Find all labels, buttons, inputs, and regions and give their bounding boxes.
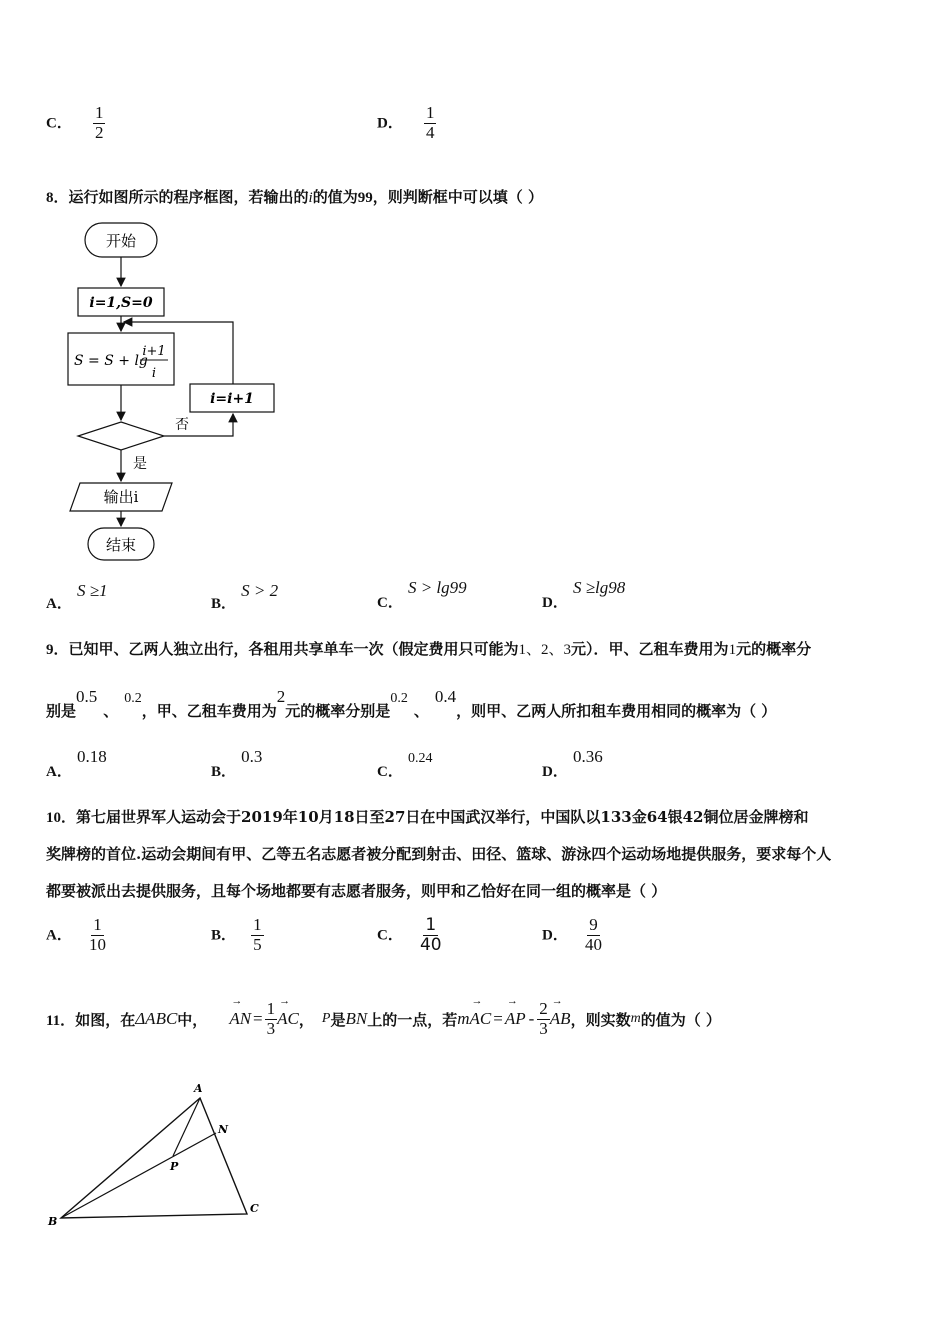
yes-label: 是	[133, 456, 147, 472]
q10-line3	[46, 880, 666, 901]
separator: 、	[103, 702, 119, 720]
vector-ap: → AP	[505, 1009, 526, 1029]
start-label: 开始	[105, 232, 137, 250]
question-text: ，则判断框中可以填（ ）	[372, 188, 543, 206]
question-number: 11．	[46, 1012, 76, 1029]
denominator: 2	[94, 122, 104, 142]
question-text: 已知甲、乙两人独立出行，各租用共享单车一次（假定费用只可能为	[68, 640, 519, 658]
end-label: 结束	[105, 536, 137, 554]
init-label: i=1,S=0	[89, 295, 153, 311]
q9-line2	[46, 686, 777, 720]
fraction	[87, 916, 108, 954]
question-text: 运行如图所示的程序框图，若输出的	[68, 188, 309, 206]
vector-ac: → AC	[470, 1009, 492, 1029]
option-label: D．	[542, 595, 568, 611]
option-label: C．	[377, 764, 403, 780]
segment-ap	[173, 1098, 200, 1156]
increment-label: i=i+1	[210, 391, 254, 407]
option-label: D．	[542, 764, 568, 780]
numerator: 1	[425, 103, 435, 122]
fraction	[93, 104, 106, 142]
q9-option-a	[46, 746, 107, 780]
q10-line1	[46, 806, 808, 827]
q9-option-b	[211, 746, 263, 780]
q9-option-d	[542, 746, 603, 780]
q10-option-a	[46, 916, 108, 954]
label-a: A	[194, 1082, 203, 1095]
vector-ac: → AC	[277, 1009, 299, 1029]
option-value: 0.24	[407, 751, 433, 766]
value: 1、2、3	[518, 642, 572, 658]
label-p: P	[170, 1160, 179, 1173]
fraction	[418, 916, 444, 954]
numerator: 2	[539, 999, 548, 1018]
q7-option-d	[377, 104, 436, 142]
question-text: 的值为（ ）	[640, 1010, 721, 1029]
value: 0.2	[390, 691, 408, 706]
denominator: 40	[584, 934, 602, 954]
q9-option-c	[377, 746, 433, 780]
fraction	[265, 1000, 278, 1038]
value: 1	[728, 642, 737, 658]
q8-option-a	[46, 580, 108, 612]
triangle-symbol: ΔABC	[135, 1009, 178, 1029]
denominator: 4	[425, 122, 435, 142]
option-value: 0.18	[76, 747, 107, 766]
question-text: 上的一点，若	[367, 1010, 458, 1029]
q11-stem	[46, 1000, 721, 1038]
option-label: C．	[46, 115, 72, 132]
q10-line2	[46, 843, 831, 864]
equals: =	[493, 1009, 503, 1029]
numerator: 1	[93, 915, 102, 934]
label-c: C	[250, 1202, 259, 1215]
value: 0.5	[76, 687, 98, 706]
question-text: ，则甲、乙两人所扣租车费用相同的概率为（ ）	[456, 702, 777, 720]
question-text: 都要被派出去提供服务，且每个场地都要有志愿者服务，则甲和乙恰好在同一组的概率是（ ）	[46, 882, 667, 900]
fraction	[251, 916, 264, 954]
segment-bn	[61, 1133, 216, 1218]
denominator: 3	[539, 1018, 548, 1038]
option-value: 0.3	[241, 747, 263, 766]
triangle-abc	[61, 1098, 247, 1218]
numerator: 9	[589, 915, 598, 934]
question-text: 别是	[46, 702, 77, 720]
q10-option-c	[377, 916, 444, 954]
option-value: S > lg99	[407, 578, 467, 597]
value: 99	[357, 190, 373, 206]
value: 0.2	[124, 691, 142, 706]
q8-option-d	[542, 577, 626, 611]
fraction	[583, 916, 604, 954]
question-number: 9．	[46, 642, 69, 658]
question-text: 奖牌榜的首位.运动会期间有甲、乙等五名志愿者被分配到射击、田径、篮球、游泳四个运动场地提供服务，要求每个人	[46, 845, 832, 863]
fraction	[537, 1000, 550, 1038]
label-n: N	[218, 1123, 229, 1136]
question-text: 是	[330, 1010, 346, 1029]
numerator: 1	[425, 915, 437, 935]
question-number: 10．	[46, 810, 77, 826]
denominator: 5	[253, 934, 262, 954]
q8-stem	[46, 186, 543, 207]
option-label: A．	[46, 596, 72, 612]
equals: =	[253, 1009, 263, 1029]
point-p: P	[321, 1011, 331, 1027]
label-b: B	[48, 1215, 58, 1228]
update-denominator: i	[151, 366, 157, 381]
q9-line1	[46, 638, 811, 659]
question-text: ，则实数	[570, 1010, 631, 1029]
no-label: 否	[175, 417, 189, 433]
question-text: 如图，在	[75, 1010, 136, 1029]
punctuation: ，	[298, 1010, 314, 1029]
variable-m: m	[457, 1009, 470, 1029]
variable-m: m	[630, 1011, 641, 1027]
denominator: 3	[266, 1018, 276, 1038]
question-text: 元的概率分	[736, 640, 812, 658]
option-label: A．	[46, 927, 72, 944]
variable: i	[308, 190, 313, 206]
update-numerator: i+1	[142, 344, 166, 359]
denominator: 40	[419, 934, 442, 955]
segment-bn: BN	[345, 1009, 368, 1029]
value: 0.4	[434, 687, 457, 706]
q7-option-c	[46, 104, 105, 142]
flowchart	[60, 215, 290, 565]
question-text: 元）．甲、乙租车费用为	[571, 640, 729, 658]
option-value: S ≥lg98	[572, 578, 626, 597]
option-label: C．	[377, 927, 403, 944]
update-lhs: S = S + lg	[74, 353, 148, 369]
option-value: S > 2	[241, 581, 279, 600]
option-label: D．	[542, 927, 568, 944]
numerator: 1	[253, 915, 262, 934]
separator: 、	[413, 702, 429, 720]
question-text: 第七届世界军人运动会于2019年10月18日至27日在中国武汉举行，中国队以133金64银42铜位居金牌榜和	[76, 808, 809, 826]
q10-option-d	[542, 916, 604, 954]
option-label: C．	[377, 595, 403, 611]
option-value: 0.36	[572, 747, 603, 766]
q8-option-c	[377, 577, 467, 611]
output-label: 输出i	[103, 488, 139, 506]
question-number: 8．	[46, 190, 69, 206]
denominator: 10	[88, 934, 106, 954]
minus: -	[528, 1009, 535, 1029]
question-text: 的值为	[312, 188, 358, 206]
option-label: B．	[211, 927, 237, 944]
question-text: 元的概率分别是	[285, 702, 391, 720]
vector-an: → AN	[229, 1009, 251, 1029]
numerator: 1	[266, 999, 276, 1018]
value: 2	[276, 687, 286, 706]
option-label: D．	[377, 115, 403, 132]
decision-diamond	[78, 422, 164, 450]
question-text: 中，	[177, 1010, 208, 1029]
q8-option-b	[211, 580, 279, 612]
q10-option-b	[211, 916, 264, 954]
triangle-figure	[40, 1078, 270, 1228]
question-text: ，甲、乙租车费用为	[141, 702, 277, 720]
option-label: A．	[46, 764, 72, 780]
vector-ab: → AB	[550, 1009, 571, 1029]
option-label: B．	[211, 596, 237, 612]
option-label: B．	[211, 764, 237, 780]
option-value: S ≥1	[76, 581, 108, 600]
numerator: 1	[94, 103, 104, 122]
fraction	[424, 104, 437, 142]
